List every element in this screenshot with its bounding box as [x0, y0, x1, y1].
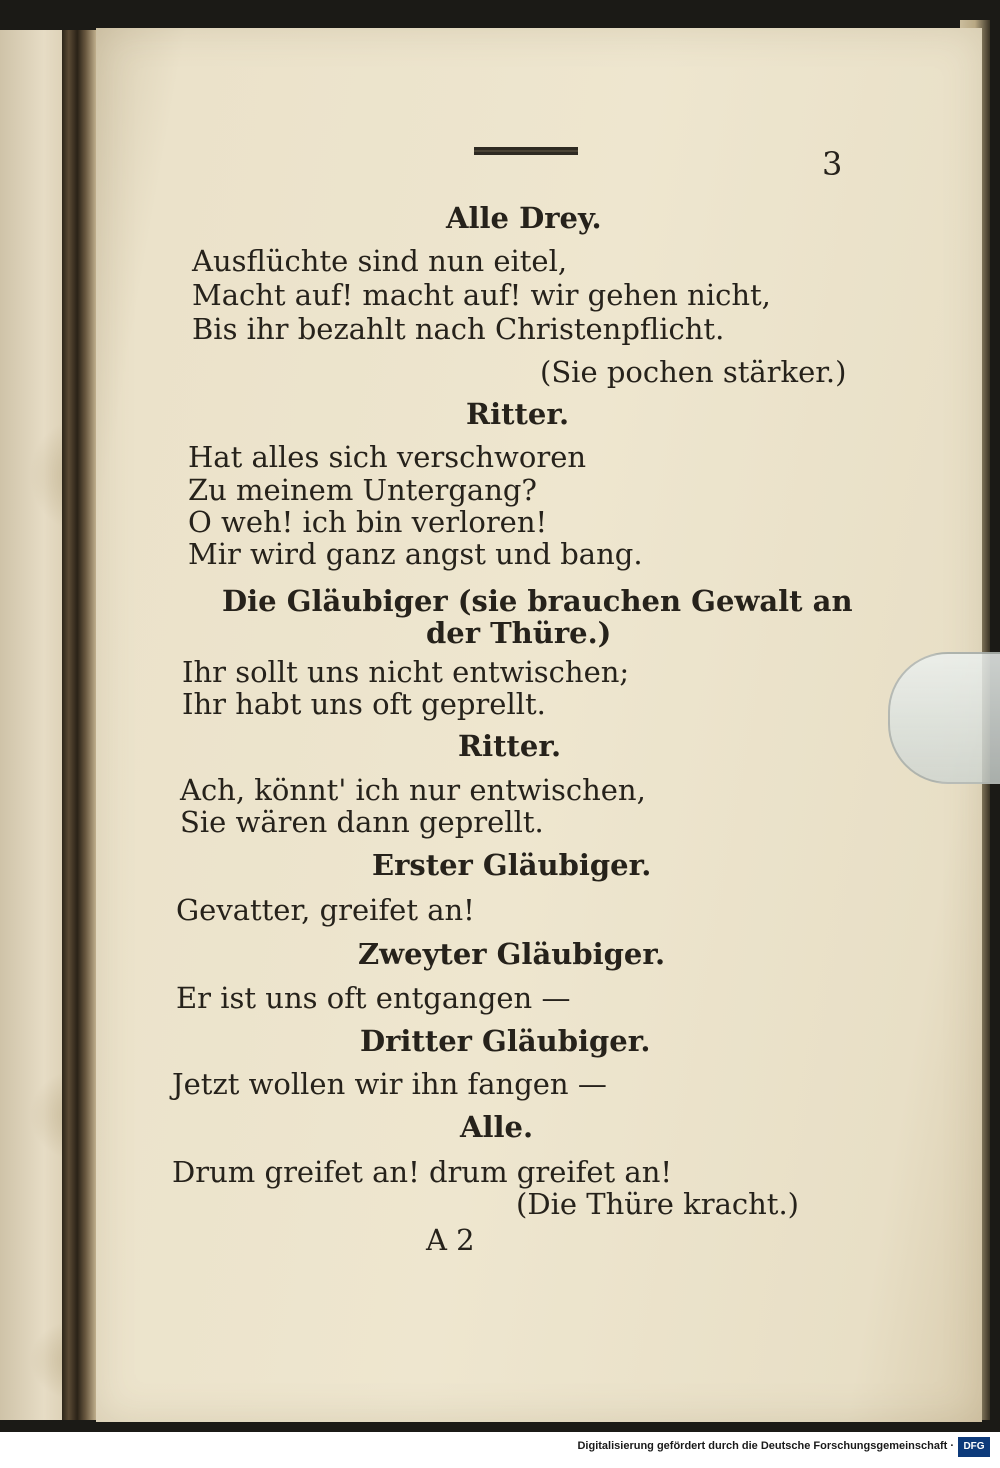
verse-line: Gevatter, greifet an! — [176, 893, 475, 927]
speaker-heading: Die Gläubiger (sie brauchen Gewalt an — [222, 584, 853, 618]
speaker-heading: Erster Gläubiger. — [372, 848, 652, 882]
signature-mark: A 2 — [426, 1223, 475, 1257]
verse-line: Ihr sollt uns nicht entwischen; — [182, 655, 630, 689]
verse-line: Mir wird ganz angst und bang. — [188, 537, 643, 571]
verse-line: Ihr habt uns oft geprellt. — [182, 687, 546, 721]
verse-line: Drum greifet an! drum greifet an! — [172, 1155, 673, 1189]
stage-direction: (Die Thüre kracht.) — [516, 1187, 799, 1221]
speaker-heading: Alle Drey. — [446, 201, 602, 235]
binding-gutter — [62, 30, 96, 1420]
funding-credit: Digitalisierung gefördert durch die Deutsche Forschungsgemeinschaft · — [577, 1440, 954, 1452]
verse-line: Zu meinem Untergang? — [188, 473, 537, 507]
verse-line: Ausflüchte sind nun eitel, — [192, 244, 568, 278]
speaker-heading: der Thüre.) — [426, 616, 612, 650]
verse-line: Sie wären dann geprellt. — [180, 805, 544, 839]
verse-line: Ach, könnt' ich nur entwischen, — [180, 773, 646, 807]
verse-line: O weh! ich bin verloren! — [188, 505, 548, 539]
speaker-heading: Zweyter Gläubiger. — [358, 937, 666, 971]
stage-direction: (Sie pochen stärker.) — [540, 355, 847, 389]
dfg-logo: DFG — [958, 1437, 990, 1457]
verse-line: Er ist uns oft entgangen — — [176, 981, 571, 1015]
speaker-heading: Alle. — [460, 1110, 534, 1144]
verse-line: Bis ihr bezahlt nach Christenpflicht. — [192, 312, 725, 346]
speaker-heading: Ritter. — [466, 397, 570, 431]
verse-line: Macht auf! macht auf! wir gehen nicht, — [192, 278, 771, 312]
speaker-heading: Ritter. — [458, 729, 562, 763]
page-number: 3 — [822, 145, 843, 183]
verse-line: Hat alles sich verschworen — [188, 440, 587, 474]
verse-line: Jetzt wollen wir ihn fangen — — [172, 1067, 607, 1101]
speaker-heading: Dritter Gläubiger. — [360, 1024, 651, 1058]
header-rule — [474, 147, 578, 155]
page-tab-marker — [888, 652, 1000, 784]
